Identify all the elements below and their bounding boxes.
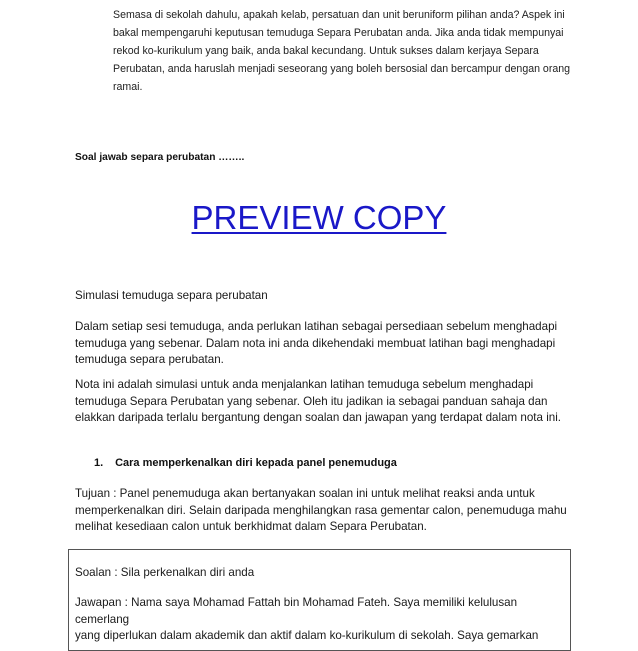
paragraph-line: memperkenalkan diri. Selain daripada menghilangkan rasa gementar calon, penemuduga mahu [75, 503, 567, 517]
jawapan-line: Jawapan : Nama saya Mohamad Fattah bin Mohamad Fateh. Saya memiliki kelulusan cemerlang [75, 596, 518, 626]
soalan-jawapan-box [68, 549, 571, 651]
heading-text: Cara memperkenalkan diri kepada panel penemuduga [115, 457, 397, 469]
intro-paragraph [113, 6, 583, 96]
preview-copy-link[interactable]: PREVIEW COPY [191, 199, 447, 236]
paragraph-line: temuduga separa perubatan. [75, 353, 224, 366]
jawapan-text [75, 595, 565, 645]
paragraph-line: Tujuan : Panel penemuduga akan bertanyakan soalan ini untuk melihat reaksi anda untuk [75, 487, 535, 500]
numbered-heading-1 [94, 457, 397, 469]
list-number: 1. [94, 457, 104, 469]
intro-line: ramai. [113, 81, 143, 93]
intro-line: bakal mempengaruhi keputusan temuduga Separa Perubatan anda. Jika anda tidak mempunyai [113, 27, 564, 39]
paragraph-nota [75, 377, 575, 427]
soalan-line: Soalan : Sila perkenalkan diri anda [75, 566, 255, 579]
jawapan-line: yang diperlukan dalam akademik dan aktif dalam ko-kurikulum di sekolah. Saya gemarkan [75, 629, 539, 642]
intro-line: rekod ko-kurikulum yang baik, anda bakal kecundang. Untuk sukses dalam kerjaya Separa [113, 45, 539, 57]
section-title-text: Simulasi temuduga separa perubatan [75, 289, 268, 302]
paragraph-line: Dalam setiap sesi temuduga, anda perlukan latihan sebagai persediaan sebelum menghadapi [75, 320, 558, 333]
paragraph-line: temuduga yang sebenar. Dalam nota ini anda dikehendaki membuat latihan bagi menghadapi [75, 336, 556, 350]
intro-line: Semasa di sekolah dahulu, apakah kelab, persatuan dan unit beruniform pilihan anda? Aspek ini [113, 9, 565, 21]
paragraph-line: elakkan daripada terlalu bergantung dengan soalan dan jawapan yang terdapat dalam nota ini. [75, 411, 562, 424]
paragraph-tujuan [75, 486, 575, 536]
intro-line: Perubatan, anda haruslah menjadi seseorang yang boleh bersosial dan bercampur dengan orang [113, 63, 571, 75]
paragraph-line: Nota ini adalah simulasi untuk anda menjalankan latihan temuduga sebelum menghadapi [75, 378, 534, 391]
soal-jawab-heading: Soal jawab separa perubatan …….. [75, 152, 245, 163]
paragraph-line: temuduga Separa Perubatan yang sebenar. Oleh itu jadikan ia sebagai panduan sahaja dan [75, 394, 548, 408]
paragraph-line: melihat kesediaan calon untuk berkhidmat dalam Separa Perubatan. [75, 520, 427, 533]
soalan-text [75, 565, 565, 582]
paragraph-latihan [75, 319, 575, 369]
section-title [75, 288, 575, 305]
